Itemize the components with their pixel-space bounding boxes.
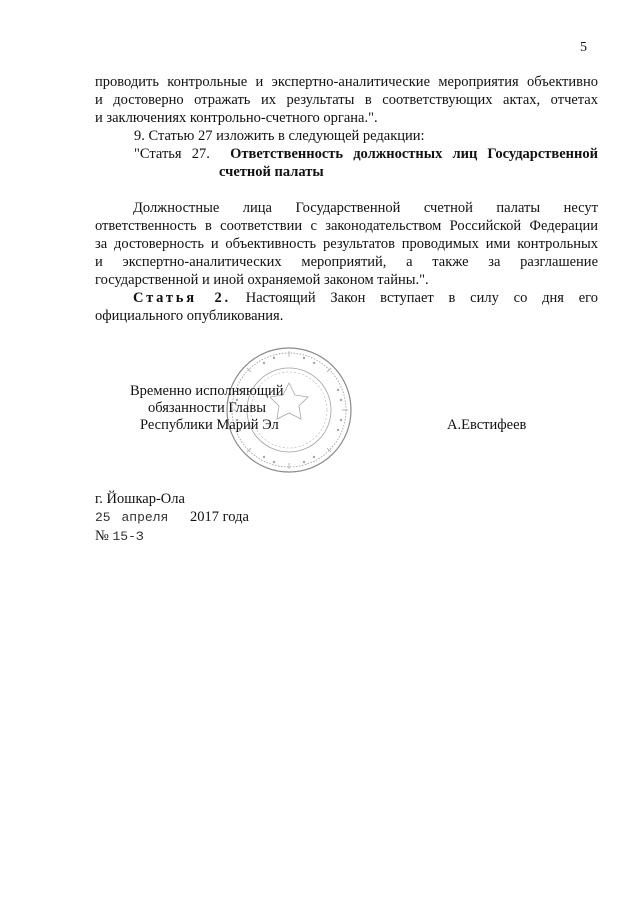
article-27-title-continuation: [219, 163, 598, 181]
page-number: 5: [580, 40, 587, 55]
paragraph-line: Должностные лица Государственной счетной палаты несут: [133, 200, 598, 216]
article-2-text: Настоящий Закон вступает в силу со дня его: [245, 290, 598, 306]
paragraph-line: ответственность в соответствии с законодательством Российской Федерации: [95, 218, 598, 234]
signature-title-line1: Временно исполняющий: [130, 383, 284, 399]
number-value: 15-З: [112, 529, 144, 544]
article-27-heading: [134, 145, 598, 163]
paragraph-line: проводить контрольные и экспертно-аналитические мероприятия объективно: [95, 74, 598, 90]
date-line: [95, 508, 249, 527]
paragraph-line: и достоверно отражать их результаты в соответствующих актах, отчетах: [95, 92, 598, 108]
item-9: [134, 127, 598, 145]
signature-block: [130, 383, 284, 434]
article-27-title: Ответственность должностных лиц Государственной: [230, 146, 598, 162]
signature-title-line3: Республики Марий Эл: [140, 417, 279, 433]
place-date-block: [95, 490, 249, 546]
signer-name: А.Евстифеев: [447, 417, 527, 433]
date-month: апреля: [121, 510, 169, 525]
item-9-text: 9. Статью 27 изложить в следующей редакции:: [134, 128, 425, 144]
date-year: 2017 года: [190, 509, 249, 525]
article-2-line1: [95, 289, 598, 307]
paragraph-continuation: [95, 73, 598, 127]
number-line: [95, 527, 249, 546]
article-2-label: Статья 2.: [133, 290, 231, 306]
article-2: [95, 289, 598, 325]
article-27-body: [95, 199, 598, 289]
signature-title-line2: обязанности Главы: [148, 400, 266, 416]
article-2-line2: официального опубликования.: [95, 308, 284, 324]
article-27-title-line2: счетной палаты: [219, 164, 324, 180]
article-27-heading-line1: [134, 145, 598, 163]
paragraph-line: и экспертно-аналитических мероприятий, а также за разглашение: [95, 254, 598, 270]
place: г. Йошкар-Ола: [95, 491, 185, 507]
paragraph-line: и заключениях контрольно-счетного органа.".: [95, 110, 378, 126]
paragraph-line: государственной и иной охраняемой законом тайны.".: [95, 272, 429, 288]
number-prefix: №: [95, 528, 109, 544]
paragraph-line: за достоверность и объективность результатов проводимых ими контрольных: [95, 236, 598, 252]
date-day: 25: [95, 510, 111, 525]
article-27-prefix: "Статья 27.: [134, 146, 210, 162]
